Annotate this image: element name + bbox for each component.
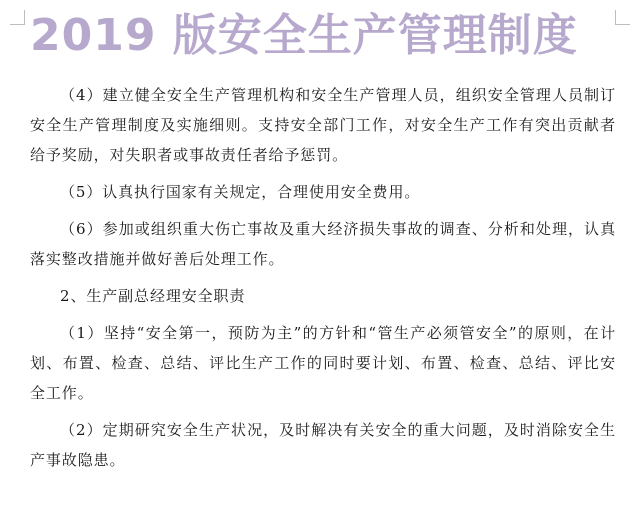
document-body <box>30 80 616 482</box>
paragraph-item-6: （6）参加或组织重大伤亡事故及重大经济损失事故的调查、分析和处理，认真落实整改措施并做好善后处理工作。 <box>30 220 616 268</box>
paragraph-item-2: （2）定期研究安全生产状况，及时解决有关安全的重大问题，及时消除安全生产事故隐患。 <box>30 421 616 469</box>
paragraph-item-4: （4）建立健全安全生产管理机构和安全生产管理人员，组织安全管理人员制订安全生产管理制度及实施细则。支持安全部门工作，对安全生产工作有突出贡献者给予奖励，对失职者或事故责任者给予惩罚。 <box>30 86 616 164</box>
document-title: 2019 版安全生产管理制度 <box>30 10 578 61</box>
page-corner-mark-top-left <box>10 10 25 25</box>
paragraph-item-5: （5）认真执行国家有关规定，合理使用安全费用。 <box>60 183 421 201</box>
paragraph-item-1: （1）坚持“安全第一，预防为主”的方针和“管生产必须管安全”的原则，在计划、布置、检查、总结、评比生产工作的同时要计划、布置、检查、总结、评比安全工作。 <box>30 324 616 402</box>
section-heading: 2、生产副总经理安全职责 <box>60 287 246 305</box>
